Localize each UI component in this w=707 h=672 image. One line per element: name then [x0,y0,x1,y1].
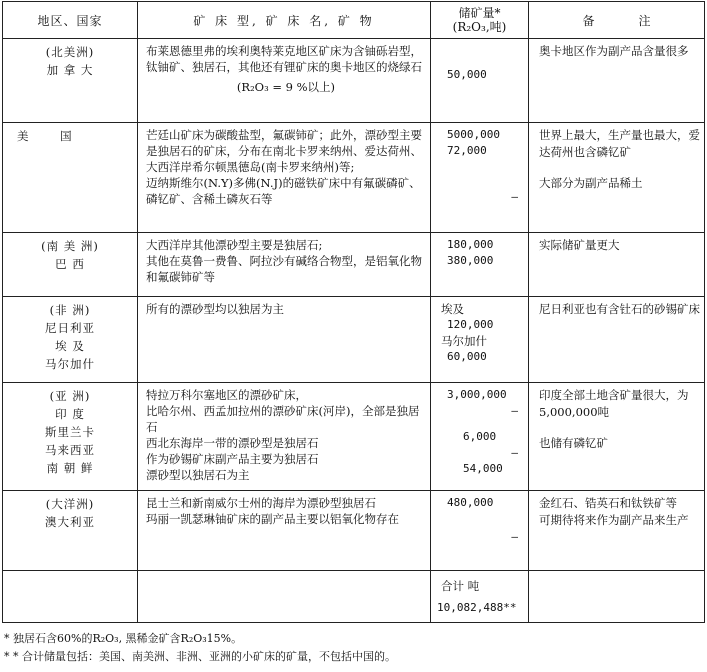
deposit-text: 作为砂锡矿床副产品主要为独居石 [146,452,319,466]
region-name: (非 洲) [49,303,91,317]
table-row [3,39,705,123]
note-text: 大部分为副产品稀土 [539,176,643,190]
rare-earth-reserves-table [2,1,705,623]
note-text: 印度全部土地含矿量很大，为5,000,000吨 [539,388,689,419]
deposit-text: 西北东海岸一带的漂砂型是独居石 [146,436,319,450]
note-text: 世界上最大，生产量也最大，爱达荷州也含磷钇矿 [539,128,700,159]
note-cell [529,491,705,571]
region-name: 美 国 [17,129,86,143]
deposit-cell [138,297,431,383]
deposit-text: 其他在莫鲁一费鲁、阿拉沙有碱络合物型，是铝氧化物和氟碳铈矿等 [146,254,422,284]
region-name: 埃 及 [55,339,85,353]
header-deposit: 矿 床 型, 矿 床 名, 矿 物 [138,2,431,39]
reserve-value: 72,000 [447,144,487,157]
footnotes [4,630,704,666]
reserve-value: 180,000 [447,238,494,251]
note-text: 实际储矿量更大 [539,238,620,252]
table-row [3,491,705,571]
table-row [3,233,705,297]
reserve-value: 3,000,000 [447,388,507,401]
deposit-text: 比哈尔州、西孟加拉州的漂砂矿床(河岸)，全部是独居石 [146,404,420,434]
header-note [529,2,705,39]
region-name: 马尔加什 [45,357,95,371]
region-name: (南 美 洲) [41,239,99,253]
deposit-cell [138,233,431,297]
deposit-text: 所有的漂砂型均以独居为主 [146,302,284,316]
note-text: 尼日利亚也有含钍石的砂锡矿床 [539,302,700,316]
header-reserve-line1: 储矿量* [458,6,501,20]
deposit-text: 玛丽一凯瑟琳铀矿床的副产品主要以铝氧化物存在 [146,512,399,526]
reserve-country-label: 埃及 [441,302,464,316]
reserve-value: 54,000 [463,462,503,475]
reserve-value: 120,000 [447,318,494,331]
note-cell [529,233,705,297]
region-name: (北美洲) [45,45,95,59]
region-name: 尼日利亚 [45,321,95,335]
reserve-dash: — [511,190,518,203]
reserve-cell [431,123,529,233]
note-text: 奥卡地区作为副产品含量很多 [539,44,689,58]
reserve-cell [431,233,529,297]
reserve-value: 380,000 [447,254,494,267]
total-empty-cell [3,571,138,623]
total-cell [431,571,529,623]
reserve-dash: — [511,530,518,543]
reserve-country-label: 马尔加什 [441,334,487,348]
reserve-value: 50,000 [447,68,487,81]
total-row [3,571,705,623]
note-text: 也储有磷钇矿 [539,436,608,450]
header-reserve-line2: (R₂O₃,吨) [452,20,507,34]
deposit-text: 漂砂型以独居石为主 [146,468,250,482]
deposit-cell [138,39,431,123]
reserve-cell [431,39,529,123]
reserve-value: 60,000 [447,350,487,363]
reserve-cell [431,297,529,383]
region-cell [3,383,138,491]
region-name: 马来西亚 [45,443,95,457]
region-name: 斯里兰卡 [45,425,95,439]
deposit-text: 布莱恩德里弗的埃利奥特莱克地区矿床为含铀砾岩型，钛铀矿、独居石，其他还有锂矿床的奥卡地区的烧绿石 [146,44,422,74]
deposit-cell [138,123,431,233]
deposit-text: 大西洋岸其他漂砂型主要是独居石; [146,238,323,252]
region-cell [3,491,138,571]
region-cell [3,39,138,123]
note-text: 可期待将来作为副产品来生产 [539,513,689,527]
deposit-text: 特拉万科尔塞地区的漂砂矿床， [146,388,307,402]
region-cell [3,297,138,383]
reserve-value: 5000,000 [447,128,500,141]
header-region: 地区、国家 [3,2,138,39]
total-empty-cell [138,571,431,623]
region-name: 澳大利亚 [45,515,95,529]
header-reserve [431,2,529,39]
note-cell [529,123,705,233]
reserve-dash: — [511,446,518,459]
table-row [3,383,705,491]
deposit-cell [138,383,431,491]
header-note-a: 备 [582,13,595,28]
note-text: 金红石、锆英石和钛铁矿等 [539,496,677,510]
note-cell [529,297,705,383]
region-name: 巴 西 [55,257,85,271]
region-name: 南 朝 鲜 [46,461,94,475]
total-label: 合计 吨 [441,579,480,593]
deposit-formula: (R₂O₃ = 9 %以上) [236,80,336,94]
header-note-b: 注 [638,13,651,28]
table-row [3,123,705,233]
region-name: (亚 洲) [49,389,91,403]
deposit-text: 昆士兰和新南威尔士州的海岸为漂砂型独居石 [146,496,376,510]
deposit-text: 芒廷山矿床为碳酸盐型，氟碳铈矿；此外，漂砂型主要是独居石的矿床，分布在南北卡罗来纳州、爱达荷州、大西洋岸希尔顿黑德岛(南卡罗来纳州)等; [146,128,422,174]
reserve-value: 6,000 [463,430,497,443]
region-name: (大洋洲) [45,497,95,511]
reserve-cell [431,491,529,571]
reserve-cell [431,383,529,491]
region-cell [3,123,138,233]
region-name: 加 拿 大 [46,63,94,77]
reserve-value: 480,000 [447,496,494,509]
region-cell [3,233,138,297]
total-empty-cell [529,571,705,623]
note-cell [529,39,705,123]
reserve-dash: — [511,404,518,417]
table-row [3,297,705,383]
footnote: * 独居石含60%的R₂O₃, 黑稀金矿含R₂O₃15%。 [4,632,243,645]
total-value: 10,082,488** [437,601,517,614]
note-cell [529,383,705,491]
deposit-text: 迈纳斯维尔(N.Y)多佛(N.J)的磁铁矿床中有氟碳磷矿、磷钇矿、含稀土磷灰石等 [146,176,421,206]
deposit-cell [138,491,431,571]
table-header-row [3,2,705,39]
region-name: 印 度 [55,407,85,421]
footnote: * * 合计储量包括：美国、南美洲、非洲、亚洲的小矿床的矿量，不包括中国的。 [4,650,396,663]
